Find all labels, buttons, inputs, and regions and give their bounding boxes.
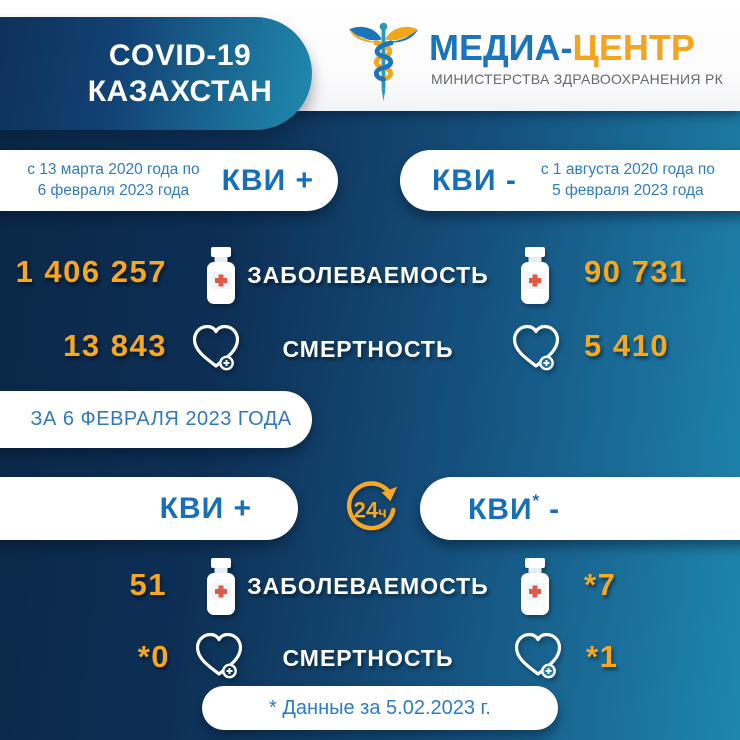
medicine-bottle-icon (512, 247, 558, 305)
badge-title-line1: COVID-19 (108, 38, 252, 72)
daily-kvi-minus-label (468, 491, 560, 527)
daily-kvi-minus-asterisk: * (532, 490, 541, 510)
brand-title-blue: МЕДИА- (429, 27, 573, 68)
24h-circular-arrow-icon (336, 478, 408, 540)
kvi-plus-period-badge (0, 150, 338, 211)
medicine-bottle-icon (198, 247, 244, 305)
covid-kazakhstan-badge (0, 17, 312, 130)
brand-subtitle: МИНИСТЕРСТВА ЗДРАВООХРАНЕНИЯ РК (431, 71, 724, 87)
kvi-plus-period-line2: 6 февраля 2023 года (37, 181, 190, 199)
kvi-minus-period-line2: 5 февраля 2023 года (552, 181, 704, 199)
daily-kvi-minus-suffix: - (549, 492, 561, 526)
kvi-minus-period (541, 160, 715, 200)
cumulative-incidence-kvi-minus-value: 90 731 (584, 254, 688, 289)
cumulative-incidence-kvi-plus-value: 1 406 257 (15, 254, 167, 289)
kvi-plus-period-line1: с 13 марта 2020 года по (27, 161, 200, 179)
cumulative-incidence-metric-label: ЗАБОЛЕВАЕМОСТЬ (247, 262, 489, 288)
daily-kvi-plus-badge (0, 477, 298, 540)
footnote-text: * Данные за 5.02.2023 г. (269, 696, 491, 719)
heart-plus-icon (193, 630, 245, 680)
daily-date-label: ЗА 6 ФЕВРАЛЯ 2023 ГОДА (30, 408, 292, 430)
daily-mortality-kvi-minus-value: *1 (586, 639, 619, 674)
cumulative-mortality-kvi-plus-value: 13 843 (63, 328, 167, 363)
kvi-plus-label: КВИ + (221, 163, 314, 197)
cumulative-mortality-metric-label: СМЕРТНОСТЬ (282, 336, 454, 362)
caduceus-icon (342, 18, 425, 108)
medicine-bottle-icon (512, 558, 558, 616)
daily-incidence-metric-label: ЗАБОЛЕВАЕМОСТЬ (247, 573, 489, 599)
daily-kvi-plus-label: КВИ + (159, 491, 252, 525)
daily-kvi-minus-badge (420, 477, 740, 540)
brand-title (429, 27, 695, 69)
daily-mortality-metric-label: СМЕРТНОСТЬ (282, 645, 454, 671)
heart-plus-icon (512, 630, 564, 680)
kvi-minus-period-badge (400, 150, 740, 211)
kvi-minus-label: КВИ - (432, 163, 517, 197)
badge-title (88, 38, 273, 110)
heart-plus-icon (510, 322, 562, 372)
daily-date-badge (0, 391, 312, 448)
medicine-bottle-icon (198, 558, 244, 616)
cumulative-mortality-kvi-minus-value: 5 410 (584, 328, 670, 363)
daily-kvi-minus-text: КВИ (468, 492, 533, 526)
badge-title-line2: КАЗАХСТАН (87, 74, 273, 108)
daily-incidence-kvi-plus-value: 51 (129, 567, 167, 602)
heart-plus-icon (190, 322, 242, 372)
daily-incidence-kvi-minus-value: *7 (584, 567, 617, 602)
brand-title-yellow: ЦЕНТР (572, 27, 695, 68)
kvi-minus-period-line1: с 1 августа 2020 года по (540, 161, 715, 179)
footnote-badge (202, 686, 558, 730)
daily-mortality-kvi-plus-value: *0 (137, 639, 170, 674)
kvi-plus-period (27, 160, 199, 200)
svg-text:24ч: 24ч (353, 497, 387, 523)
